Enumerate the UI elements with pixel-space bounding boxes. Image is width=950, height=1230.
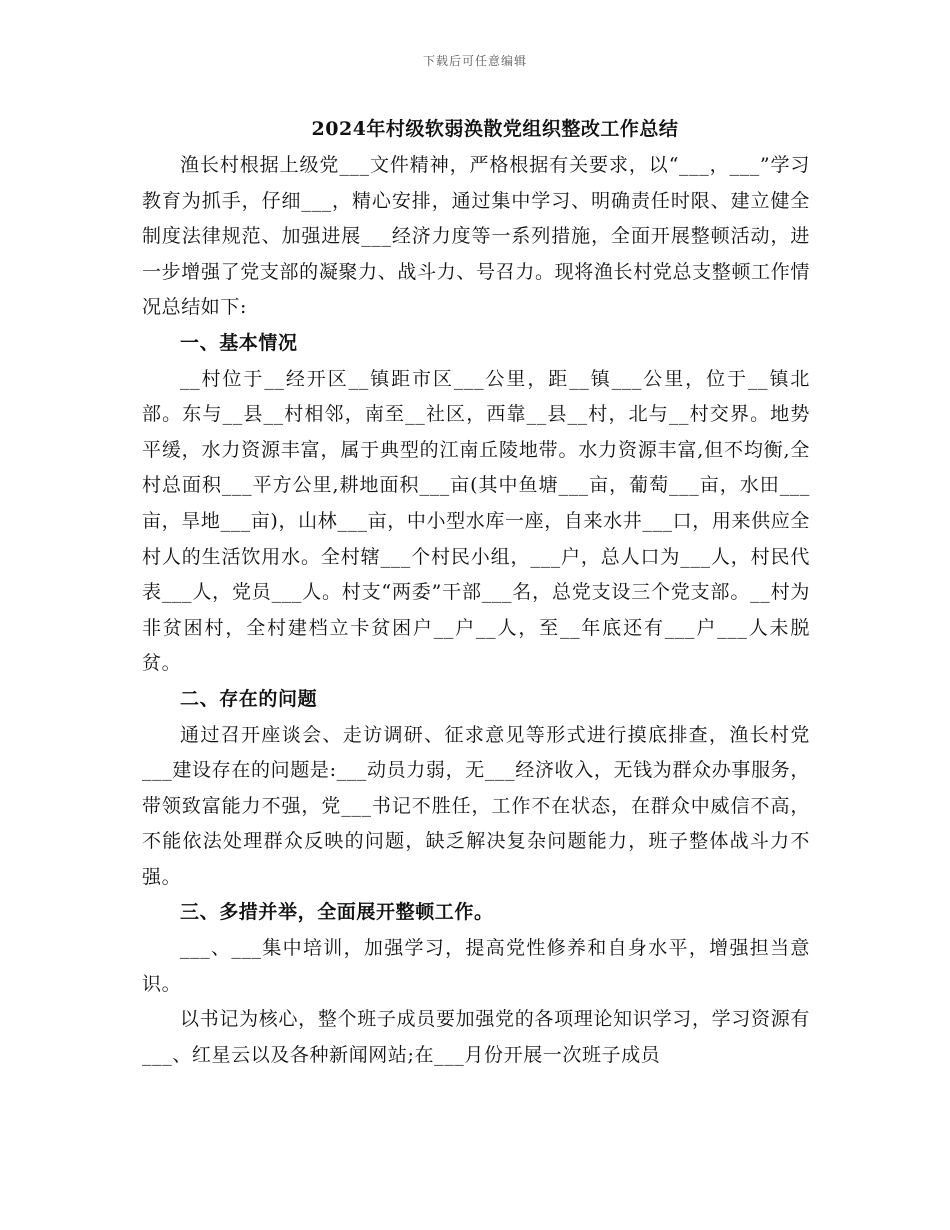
- section-heading-basic-info: 一、基本情况: [180, 331, 298, 354]
- document-title: 2024年村级软弱涣散党组织整改工作总结: [311, 118, 679, 140]
- intro-paragraph: 渔长村根据上级党___文件精神，严格根据有关要求，以“___，___”学习教育为抓手，仔细___，精心安排，通过集中学习、明确责任时限、建立健全制度法律规范、加强进展___经济力度等一系列措施，全面开展整顿活动，进一步增强了党支部的凝聚力、战斗力、号召力。现将渔长村党总支整顿工作情况总结如下:: [142, 154, 810, 319]
- measures-paragraph-1: ___、___集中培训，加强学习，提高党性修养和自身水平，增强担当意识。: [142, 937, 810, 995]
- measures-paragraph-2: 以书记为核心，整个班子成员要加强党的各项理论知识学习，学习资源有___、红星云以及各种新闻网站;在___月份开展一次班子成员: [142, 1008, 810, 1066]
- section-heading-problems: 二、存在的问题: [180, 687, 318, 710]
- basic-info-paragraph: __村位于__经开区__镇距市区___公里，距__镇___公里，位于__镇北部。东与__县__村相邻，南至__社区，西靠__县__村，北与__村交界。地势平缓，水力资源丰富，属于典型的江南丘陵地带。水力资源丰富,但不均衡,全村总面积___平方公里,耕地面积___亩(其中鱼塘___亩，葡萄___亩，水田___亩，旱地___亩)，山林___亩，中小型水库一座，自来水井___口，用来供应全村人的生活饮用水。全村辖___个村民小组，___户，总人口为___人，村民代表___人，党员___人。村支“两委”干部___名，总党支设三个党支部。__村为非贫困村，全村建档立卡贫困户__户__人，至__年底还有___户___人未脱贫。: [142, 367, 810, 675]
- section-heading-measures: 三、多措并举，全面展开整顿工作。: [180, 901, 494, 924]
- header-note: 下载后可任意编辑: [422, 54, 527, 68]
- problems-paragraph: 通过召开座谈会、走访调研、征求意见等形式进行摸底排查，渔长村党___建设存在的问题是:___动员力弱，无___经济收入，无钱为群众办事服务，带领致富能力不强，党___书记不胜任，工作不在状态，在群众中威信不高，不能依法处理群众反映的问题，缺乏解决复杂问题能力，班子整体战斗力不强。: [142, 723, 810, 888]
- document-body: [142, 148, 810, 1073]
